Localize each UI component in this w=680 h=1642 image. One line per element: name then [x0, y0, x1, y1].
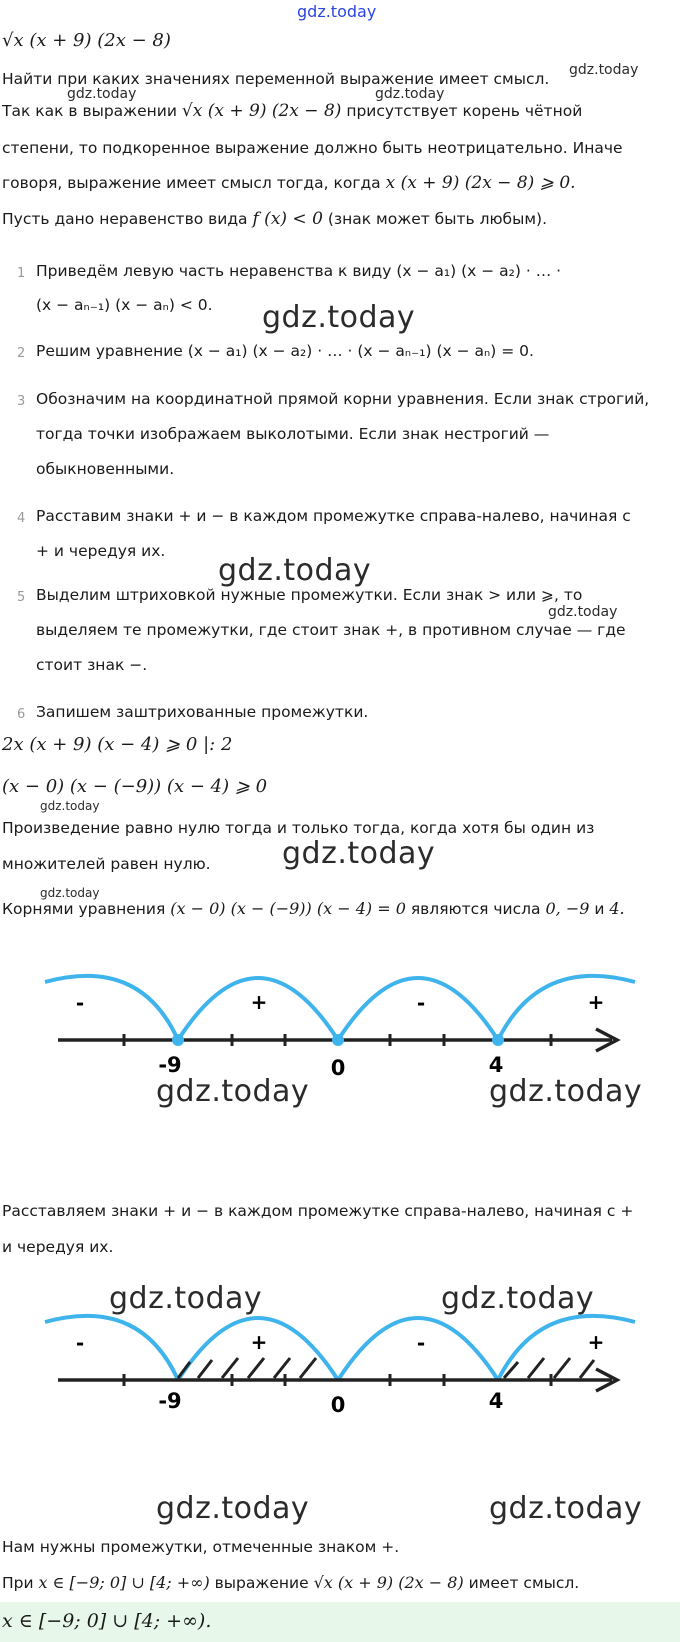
- root-point: [492, 1034, 504, 1046]
- watermark: gdz.today: [109, 1281, 263, 1316]
- step-3-line-3: обыкновенными.: [36, 460, 175, 478]
- work-text-2: множителей равен нулю.: [2, 855, 211, 873]
- hatch: [274, 1358, 290, 1378]
- watermark: gdz.today: [40, 886, 100, 900]
- final-text-2-mid: выражение: [214, 1574, 309, 1592]
- root-point: [332, 1034, 344, 1046]
- step-1-line-2: (x − aₙ₋₁) (x − aₙ) < 0.: [36, 296, 213, 314]
- watermark: gdz.today: [569, 62, 639, 78]
- equation-1: 2x (x + 9) (x − 4) ⩾ 0 |: 2: [2, 734, 233, 755]
- hatch: [198, 1360, 212, 1378]
- sign-label: -: [75, 991, 85, 1015]
- final-text-1: Нам нужны промежутки, отмеченные знаком +.: [2, 1538, 400, 1556]
- paragraph-5-start: Пусть дано неравенство вида: [2, 210, 248, 228]
- step-number: 3: [17, 394, 26, 409]
- watermark: gdz.today: [156, 1491, 310, 1526]
- paragraph-5: [2, 208, 547, 230]
- watermark: gdz.today: [262, 300, 416, 335]
- paragraph-3: степени, то подкоренное выражение должно быть неотрицательно. Иначе: [2, 139, 623, 157]
- work-text-3: [2, 898, 625, 920]
- step-number: 6: [17, 707, 26, 722]
- roots-equation: (x − 0) (x − (−9)) (x − 4) = 0: [170, 899, 406, 918]
- answer: x ∈ [−9; 0] ∪ [4; +∞).: [2, 1610, 212, 1632]
- root-expression: √x (x + 9) (2x − 8): [181, 101, 342, 121]
- watermark: gdz.today: [489, 1491, 643, 1526]
- paragraph-4: [2, 172, 576, 194]
- step-2-line-1: Решим уравнение (x − a₁) (x − a₂) · … · (x − aₙ₋₁) (x − aₙ) = 0.: [36, 342, 534, 360]
- watermark: gdz.today: [156, 1074, 310, 1109]
- root-point: [172, 1034, 184, 1046]
- watermark: gdz.today: [548, 604, 618, 620]
- watermark: gdz.today: [489, 1074, 643, 1109]
- paragraph-2-start: Так как в выражении: [2, 102, 177, 120]
- paragraph-4-start: говоря, выражение имеет смысл тогда, когда: [2, 174, 381, 192]
- sign-arcs: [45, 976, 635, 1040]
- sign-label: +: [587, 1330, 605, 1354]
- step-5-line-1: Выделим штриховкой нужные промежутки. Если знак > или ⩾, то: [36, 586, 583, 604]
- sign-arcs: [45, 1316, 635, 1380]
- watermark: gdz.today: [441, 1281, 595, 1316]
- work-text-1: Произведение равно нулю тогда и только тогда, когда хотя бы один из: [2, 819, 595, 837]
- point-label: 4: [488, 1389, 504, 1413]
- step-number: 4: [17, 511, 26, 526]
- watermark: gdz.today: [218, 553, 372, 588]
- step-3-line-1: Обозначим на координатной прямой корни уравнения. Если знак строгий,: [36, 390, 650, 408]
- step-number: 5: [17, 590, 26, 605]
- paragraph-1: Найти при каких значениях переменной выражение имеет смысл.: [2, 70, 550, 88]
- work-text-3-and: и: [594, 900, 605, 918]
- interval-expression: x ∈ [−9; 0] ∪ [4; +∞): [38, 1573, 210, 1592]
- watermark-top: gdz.today: [297, 2, 377, 21]
- step-4-line-1: Расставим знаки + и − в каждом промежутке справа-налево, начиная с: [36, 507, 631, 525]
- final-text-2-end: имеет смысл.: [468, 1574, 580, 1592]
- sign-label: +: [250, 1330, 268, 1354]
- work-text-3-start: Корнями уравнения: [2, 900, 166, 918]
- arc: [45, 1316, 178, 1380]
- signs-text-2: и чередуя их.: [2, 1238, 114, 1256]
- hatch: [528, 1358, 544, 1378]
- hatch: [248, 1358, 264, 1378]
- step-3-line-2: тогда точки изображаем выколотыми. Если знак нестрогий —: [36, 425, 550, 443]
- equation-2: (x − 0) (x − (−9)) (x − 4) ⩾ 0: [2, 776, 268, 797]
- signs-text-1: Расставляем знаки + и − в каждом промежутке справа-налево, начиная с +: [2, 1202, 634, 1220]
- paragraph-5-end: (знак может быть любым).: [327, 210, 547, 228]
- watermark: gdz.today: [282, 836, 436, 871]
- step-5-line-3: стоит знак −.: [36, 656, 148, 674]
- point-label: 4: [488, 1053, 504, 1077]
- hatch: [300, 1358, 316, 1378]
- point-label: 0: [330, 1056, 346, 1080]
- final-text-2: [2, 1572, 579, 1594]
- paragraph-2-end: присутствует корень чётной: [346, 102, 583, 120]
- generic-inequality: f (x) < 0: [252, 209, 323, 229]
- sign-label: -: [416, 991, 426, 1015]
- watermark: gdz.today: [40, 799, 100, 813]
- sign-label: +: [250, 990, 268, 1014]
- hatching-interval-1: [178, 1358, 316, 1378]
- inequality-expression: x (x + 9) (2x − 8) ⩾ 0.: [385, 173, 576, 193]
- hatch: [554, 1358, 570, 1378]
- hatch: [178, 1362, 190, 1378]
- roots-list: 0, −9: [545, 899, 590, 918]
- hatch: [222, 1358, 238, 1378]
- point-label: -9: [158, 1389, 182, 1413]
- arc: [498, 1316, 635, 1380]
- step-6-line-1: Запишем заштрихованные промежутки.: [36, 703, 369, 721]
- step-number: 2: [17, 346, 26, 361]
- work-text-3-mid: являются числа: [410, 900, 541, 918]
- arc: [498, 976, 635, 1040]
- sign-label: +: [587, 990, 605, 1014]
- step-5-line-2: выделяем те промежутки, где стоит знак +, в противном случае — где: [36, 621, 626, 639]
- arc: [45, 976, 178, 1040]
- point-label: -9: [158, 1053, 182, 1077]
- roots-last: 4.: [609, 899, 625, 918]
- number-line-chart-2: [0, 1300, 680, 1420]
- sign-label: -: [75, 1331, 85, 1355]
- root-expression-final: √x (x + 9) (2x − 8): [313, 1573, 464, 1592]
- step-number: 1: [17, 266, 26, 281]
- hatch: [580, 1360, 594, 1378]
- watermark: gdz.today: [67, 86, 137, 102]
- point-label: 0: [330, 1393, 346, 1417]
- hatching-interval-2: [504, 1358, 594, 1378]
- final-text-2-start: При: [2, 1574, 34, 1592]
- step-1-line-1: Приведём левую часть неравенства к виду (x − a₁) (x − a₂) · … ·: [36, 262, 562, 280]
- header-expression: √x (x + 9) (2x − 8): [2, 30, 171, 51]
- watermark: gdz.today: [375, 86, 445, 102]
- sign-label: -: [416, 1331, 426, 1355]
- paragraph-2: [2, 100, 582, 122]
- step-4-line-2: + и чередуя их.: [36, 542, 166, 560]
